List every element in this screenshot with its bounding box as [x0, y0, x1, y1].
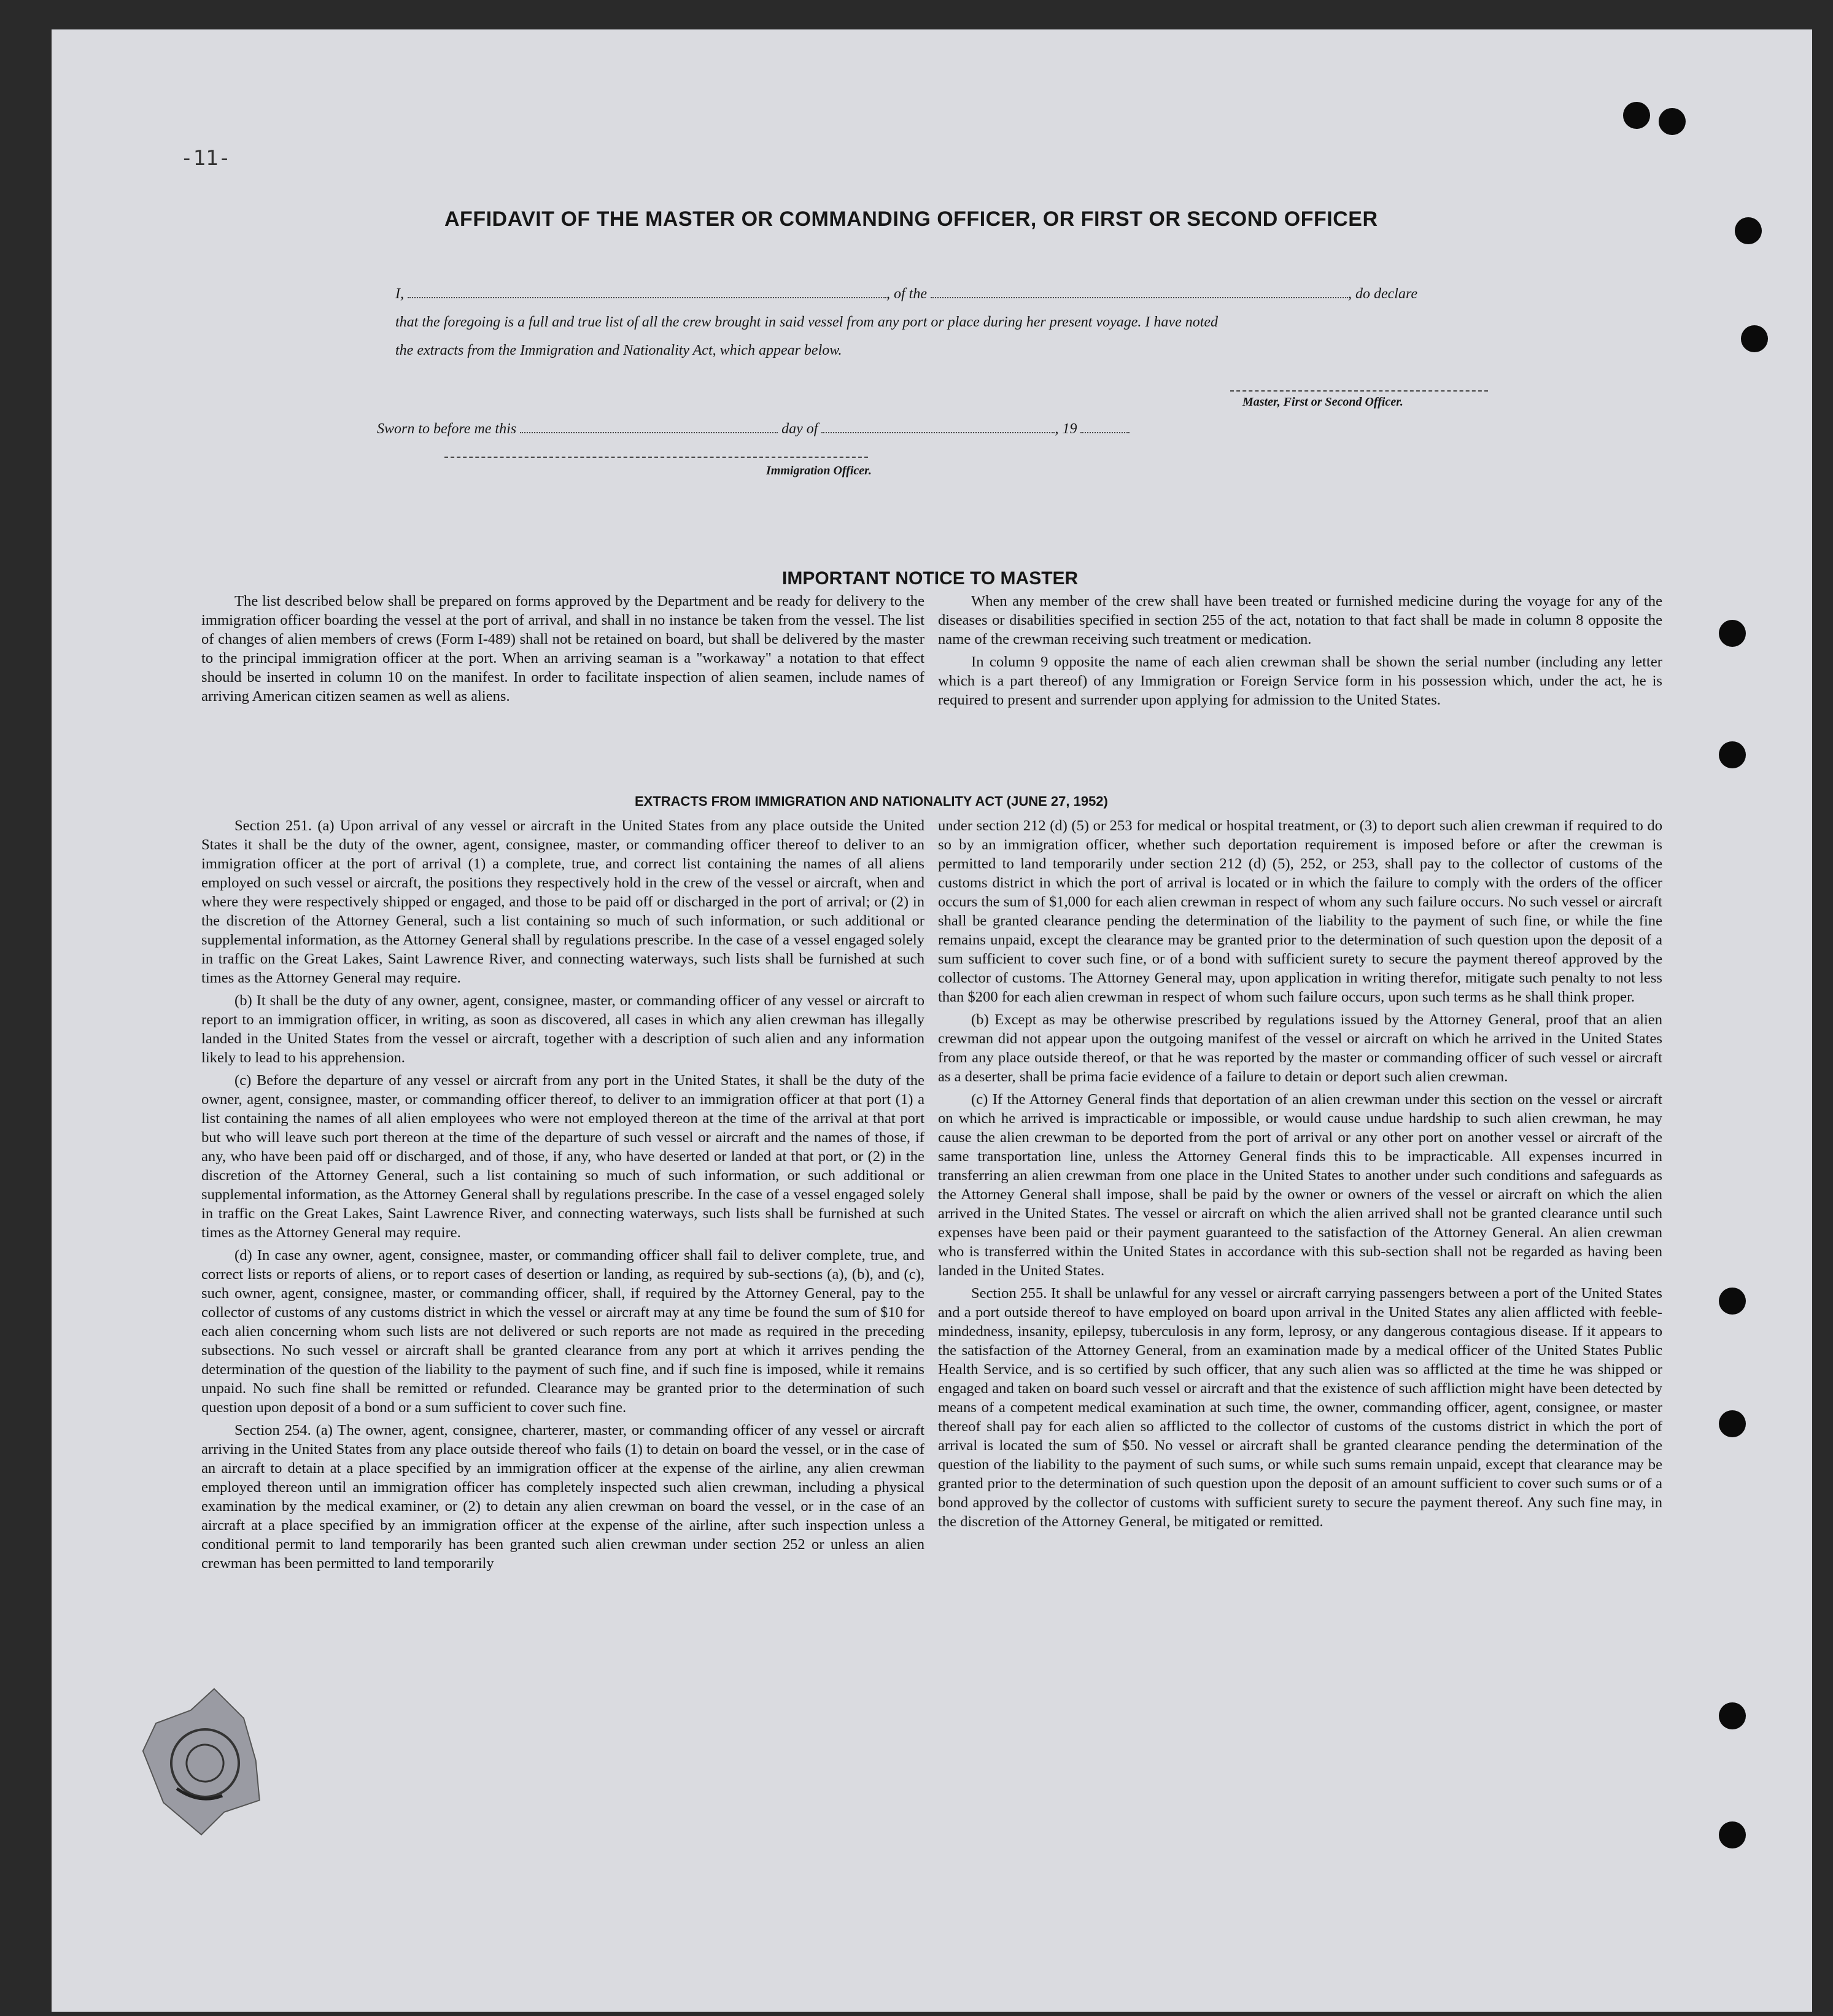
- name-field[interactable]: [408, 282, 886, 298]
- notice-paragraph: In column 9 opposite the name of each alien crewman shall be shown the serial number (including any letter which is a part thereof) of any Immigration or Foreign Service form in his possession which, under the act, he is required to present and surrender upon applying for admission to the United States.: [938, 654, 1662, 708]
- page-number: -11-: [180, 146, 231, 171]
- do-declare-label: , do declare: [1348, 286, 1418, 302]
- sworn-year-field[interactable]: [1080, 417, 1130, 433]
- notice-paragraph: The list described below shall be prepared on forms approved by the Department and be ready for delivery to the immigration officer boarding the vessel at the port of arrival, and shall in no instance be taken from the vessel. The list of changes of alien members of crews (Form I-489) shall not be retained on board, but shall be delivered by the master to the principal immigration officer at the port. When an arriving seaman is a "workaway" a notation to that effect should be inserted in column 10 on the manifest. In order to facilitate inspection of alien seamen, include names of arriving American citizen seamen as well as aliens.: [201, 593, 924, 705]
- punch-hole-icon: [1719, 1410, 1746, 1437]
- year-label: , 19: [1055, 421, 1077, 437]
- officer-caption: Immigration Officer.: [766, 464, 872, 477]
- notice-left-column: [201, 592, 924, 709]
- section-paragraph: Section 251. (a) Upon arrival of any vessel or aircraft in the United States from any place outside the United States it shall be the duty of the owner, agent, consignee, master, or commanding officer thereof to deliver to an immigration officer at the port of arrival (1) a complete, true, and correct list containing the names of all aliens employed on such vessel or aircraft, the positions they respectively hold in the crew of the vessel or aircraft, when and where they were respectively shipped or engaged, and those to be paid off or discharged in the port of arrival; or (2) in the discretion of the Attorney General, such a list containing so much of such information, or such additional or supplemental information, as the Attorney General shall by regulations prescribe. In the case of a vessel engaged solely in traffic on the Great Lakes, Saint Lawrence River, and connecting waterways, such lists shall be furnished at such times as the Attorney General may require.: [201, 817, 924, 986]
- punch-hole-icon: [1623, 102, 1650, 129]
- sworn-line: [377, 415, 1513, 443]
- section-paragraph: (b) Except as may be otherwise prescribed by regulations issued by the Attorney General, proof that an alien crewman did not appear upon the outgoing manifest of the vessel or aircraft on which he arrived in the United States from any place outside thereof, or that he was reported by the master or commanding officer of such vessel or aircraft as a deserter, shall be prima facie evidence of a failure to detain or deport such alien crewman.: [938, 1011, 1662, 1085]
- extracts-left-column: [201, 816, 924, 1577]
- punch-hole-icon: [1719, 620, 1746, 647]
- declaration-line-3: the extracts from the Immigration and Nationality Act, which appear below.: [395, 342, 842, 358]
- section-paragraph: under section 212 (d) (5) or 253 for medical or hospital treatment, or (3) to deport such alien crewman if required to do so by an immigration officer, whether such deportation requirement is imposed before or after the crewman is permitted to land temporarily under section 212 (d) (5), 252, or 253, shall pay to the collector of customs of the customs district in which the port of arrival is located or in which the failure to comply with the orders of the officer occurs the sum of $1,000 for each alien crewman in respect of whom any such failure occurs. No such vessel or aircraft shall be granted clearance pending the determination of the liability to the payment of such fine, or while the fine remains unpaid, except the clearance may be granted prior to the determination of such question upon the deposit of a sum sufficient to cover such fine, or of a bond with sufficient surety to secure the payment thereof approved by the collector of customs. The Attorney General may, upon application in writing therefor, mitigate such penalty to not less than $200 for each alien crewman in respect of whom such failure occurs, upon such terms as he shall think proper.: [938, 817, 1662, 1005]
- officer-signature-line[interactable]: [444, 457, 868, 458]
- sworn-month-field[interactable]: [821, 417, 1055, 433]
- section-paragraph: (d) In case any owner, agent, consignee, master, or commanding officer shall fail to deliver complete, true, and correct lists or reports of aliens, or to report cases of desertion or landing, as required by sub-sections (a), (b), and (c), such owner, agent, consignee, master, or commanding officer, shall, if required by the Attorney General, pay to the collector of customs of any customs district in which the vessel or aircraft may at any time be found the sum of $10 for each alien concerning whom such lists are not delivered or such reports are not made as required in the preceding subsections. No such vessel or aircraft shall be granted clearance from any port at which it arrives pending the determination of the question of the liability to the payment of such fine, and if such fine is imposed, while it remains unpaid. No such fine shall be remitted or refunded. Clearance may be granted prior to the determination of such question upon deposit of a bond or a sum sufficient to cover such fine.: [201, 1247, 924, 1416]
- section-paragraph: (b) It shall be the duty of any owner, agent, consignee, master, or commanding officer of any vessel or aircraft to report to an immigration officer, in writing, as soon as discovered, all cases in which any alien crewman has illegally landed in the United States from the vessel or aircraft, together with a description of such alien and any information likely to lead to his apprehension.: [201, 992, 924, 1066]
- punch-hole-icon: [1719, 1821, 1746, 1848]
- section-paragraph: (c) If the Attorney General finds that deportation of an alien crewman under this section on the vessel or aircraft on which he arrived is impracticable or impossible, or would cause undue hardship to such alien crewman, he may cause the alien crewman to be deported from the port of arrival or any other port on another vessel or aircraft of the same transportation line, unless the Attorney General finds this to be impracticable. All expenses incurred in transferring an alien crewman from one place in the United States to another under such conditions and safeguards as the Attorney General shall impose, shall be paid by the owner or owners of the vessel or aircraft on which the alien arrived in the United States. The vessel or aircraft on which the alien arrived shall not be granted clearance until such expenses have been paid or their payment guaranteed to the satisfaction of the Attorney General. An alien crewman who is transferred within the United States in accordance with this sub-section shall not be regarded as having been landed in the United States.: [938, 1091, 1662, 1279]
- punch-hole-icon: [1719, 741, 1746, 768]
- punch-hole-icon: [1735, 217, 1762, 244]
- section-paragraph: Section 254. (a) The owner, agent, consignee, charterer, master, or commanding officer of any vessel or aircraft arriving in the United States from any place outside thereof who fails (1) to detain on board the vessel, or in the case of an aircraft to detain at a place specified by an immigration officer at the expense of the airline, any alien crewman employed thereon until an immigration officer has completely inspected such alien crewman, including a physical examination by the medical examiner, or (2) to detain any alien crewman on board the vessel, or in the case of an aircraft at a place specified by an immigration officer at the expense of the airline, after such inspection unless a conditional permit to land temporarily has been granted such alien crewman under section 252 or unless an alien crewman has been permitted to land temporarily: [201, 1422, 924, 1572]
- extracts-right-column: [938, 816, 1662, 1535]
- punch-hole-icon: [1719, 1702, 1746, 1729]
- declaration-line-2: that the foregoing is a full and true list of all the crew brought in said vessel from any port or place during her present voyage. I have noted: [395, 314, 1219, 330]
- notice-title: IMPORTANT NOTICE TO MASTER: [782, 568, 1079, 589]
- notice-paragraph: When any member of the crew shall have been treated or furnished medicine during the voyage for any of the diseases or disabilities specified in section 255 of the act, notation to that fact shall be made in column 8 opposite the name of the crewman receiving such treatment or medication.: [938, 593, 1662, 647]
- seal-stamp-icon: [120, 1677, 289, 1848]
- master-signature-line[interactable]: [1230, 390, 1488, 392]
- punch-hole-icon: [1719, 1288, 1746, 1315]
- day-of-label: day of: [781, 421, 818, 437]
- notice-right-column: [938, 592, 1662, 713]
- sworn-day-field[interactable]: [520, 417, 778, 433]
- page-title: AFFIDAVIT OF THE MASTER OR COMMANDING OFFICER, OR FIRST OR SECOND OFFICER: [444, 207, 1378, 231]
- punch-hole-icon: [1659, 108, 1686, 135]
- vessel-field[interactable]: [931, 282, 1348, 298]
- punch-hole-icon: [1741, 325, 1768, 352]
- master-caption: Master, First or Second Officer.: [1242, 395, 1403, 409]
- document-page: [52, 29, 1812, 2012]
- declaration-line-1: [395, 280, 1531, 308]
- section-paragraph: (c) Before the departure of any vessel or aircraft from any port in the United States, it shall be the duty of the owner, agent, consignee, master, or commanding officer thereof, to deliver to an immigration officer at that port (1) a list containing the names of all alien employees who were not employed thereon at the time of the arrival at that port but who will leave such port thereon at the time of the departure of such vessel or aircraft and the names of those, if any, who have been paid off or discharged, and of those, if any, who have deserted or landed at that port, or (2) in the discretion of the Attorney General, such a list containing so much of such information, or such additional or supplemental information, as the Attorney General shall by regulations prescribe. In the case of a vessel engaged solely in traffic on the Great Lakes, Saint Lawrence River, and connecting waterways, such lists shall be furnished at such times as the Attorney General may require.: [201, 1072, 924, 1241]
- of-the-label: , of the: [886, 286, 927, 302]
- section-paragraph: Section 255. It shall be unlawful for any vessel or aircraft carrying passengers between a port of the United States and a port outside thereof to have employed on board upon arrival in the United States any alien afflicted with feeble-mindedness, insanity, epilepsy, tuberculosis in any form, leprosy, or any dangerous contagious disease. If it appears to the satisfaction of the Attorney General, from an examination made by a medical officer of the United States Public Health Service, and is so certified by such officer, that any such alien was so afflicted at the time he was shipped or engaged and taken on board such vessel or aircraft and that the existence of such affliction might have been detected by means of a competent medical examination at such time, the owner, commanding officer, agent, consignee, or master thereof shall pay for each alien so afflicted to the collector of customs of the customs district in which the port of arrival is located the sum of $50. No vessel or aircraft shall be granted clearance pending the determination of the question of the liability to the payment of such sums, or while such sums remain unpaid, except that clearance may be granted prior to the determination of such question upon the deposit of an amount sufficient to cover such sums or of a bond approved by the collector of customs with sufficient surety to secure the payment thereof. Any such fine may, in the discretion of the Attorney General, be mitigated or remitted.: [938, 1285, 1662, 1530]
- sworn-label: Sworn to before me this: [377, 421, 517, 437]
- extracts-title: EXTRACTS FROM IMMIGRATION AND NATIONALITY ACT (JUNE 27, 1952): [635, 794, 1108, 809]
- i-label: I,: [395, 286, 404, 302]
